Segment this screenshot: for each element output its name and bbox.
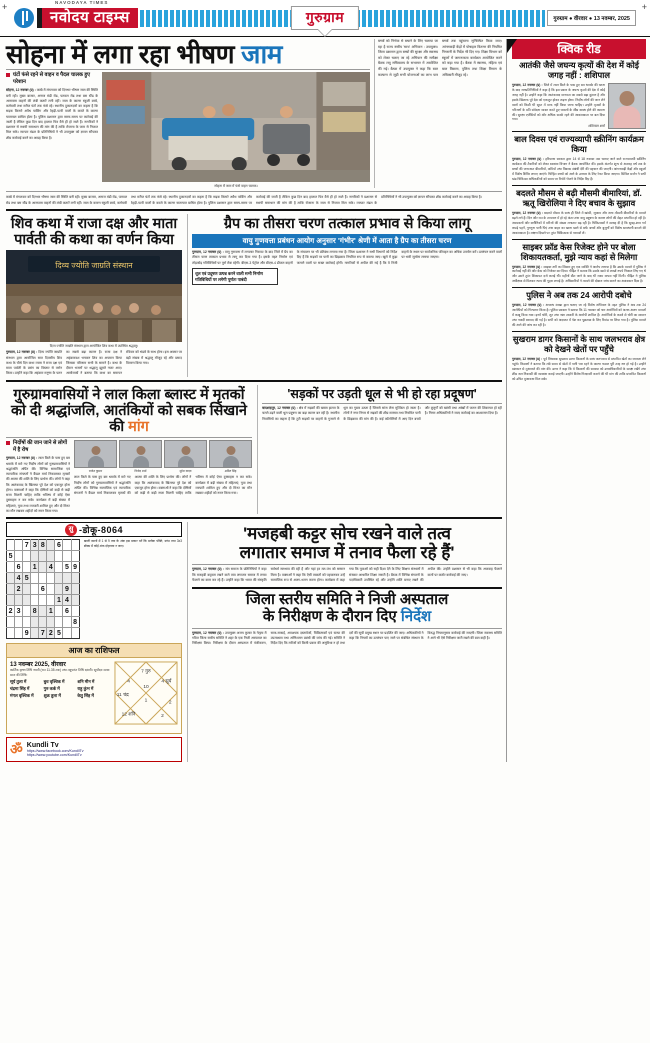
bullet-square-icon xyxy=(6,441,10,445)
quick-read-portrait-caption: शशिपाल शर्मा xyxy=(588,124,605,129)
city-flag xyxy=(291,6,359,30)
shiv-katha-dateline: गुरुग्राम, 12 नवम्बर (प्र) : xyxy=(6,350,38,355)
lead-kicker-text: घंटों फंसे रहने से वाहन व पैदल चालक हुए परेशान xyxy=(13,72,91,85)
majhabi-dateline: गुरुग्राम, 12 नवम्बर (प्र) : xyxy=(192,567,225,572)
sudoku-cell[interactable] xyxy=(23,562,31,573)
majhabi-story xyxy=(192,522,502,762)
quick-read-item-text: अपराध शाखा द्वारा चलाए जा रहे विशेष अभियान के तहत पुलिस ने अब तक 24 आरोपियों को गिरफ्तार किया है। पुलिस प्रवक्ता ने बताया कि 11 नवम्बर को चार आरोपियों को अलग-अलग मामलों में काबू किया गया। इनमें चोरी, लूट तथा नशा तस्करी के आरोपी शामिल हैं। आरोपियों के कब्जे से चोरी का सामान तथा नकदी बरामद की गई है। सभी को अदालत में पेश कर पूछताछ के लिए रिमांड पर लिया गया है। पुलिस मामले की आगे की जांच कर रही है। xyxy=(512,303,646,327)
horoscope-sign: बुध वृश्चिक में xyxy=(43,679,65,685)
svg-text:दिव्य ज्योति जाग्रति संस्थान: दिव्य ज्योति जाग्रति संस्थान xyxy=(55,261,133,271)
sudoku-cell[interactable] xyxy=(7,540,15,551)
sudoku-cell[interactable]: 1 xyxy=(55,595,63,606)
sudoku-row xyxy=(7,617,80,628)
quick-read-item[interactable] xyxy=(512,243,646,285)
sudoku-row xyxy=(7,606,80,617)
grap-story xyxy=(192,214,502,377)
sudoku-cell[interactable]: 8 xyxy=(39,540,47,551)
sudoku-cell[interactable]: 2 xyxy=(7,606,15,617)
majhabi-body xyxy=(192,567,502,583)
sudoku-grid[interactable] xyxy=(6,539,80,639)
lead-headline-main: सोहना में लगा रहा भीषण xyxy=(6,39,242,69)
dust-body-text: क्षेत्र में सड़कों की खस्ता हालत के चलते उड़ने वाली धूल प्रदूषण का बड़ा कारण बन रही है। स्थानीय निवासियों का कहना है कि टूटी सड़कों पर वाहनों के गुजरने से धूल का गुबार उठता है जिससे सांस लेना मुश्किल हो जाता है। लोगों ने नगर निगम से सड़कों की शीघ्र मरम्मत तथा नियमित पानी के छिड़काव की मांग की है। कई कॉलोनियों में आए दिन बच्चों और बुजुर्गों को खांसी तथा आंखों में जलन की शिकायत हो रही है। निगम अधिकारियों ने जल्द कार्रवाई का आश्वासन दिया है। xyxy=(262,406,502,421)
sudoku-cell[interactable] xyxy=(55,551,63,562)
masthead-rule xyxy=(0,36,650,37)
dust-body xyxy=(262,406,502,422)
svg-text:12 शनि: 12 शनि xyxy=(121,712,136,718)
sudoku-cell[interactable] xyxy=(31,595,39,606)
horoscope-sign: चंद्रमा सिंह में xyxy=(10,686,30,692)
lead-headline-accent: जाम xyxy=(241,39,283,69)
sudoku-cell[interactable]: 8 xyxy=(71,617,79,628)
majhabi-rule xyxy=(192,564,502,565)
horoscope-header: आज का राशिफल xyxy=(6,643,182,658)
quick-read-item-text: पूर्व विधायक सुखराम डागर किसानों के साथ जलभराव से प्रभावित खेतों का जायजा लेने पहुंचे। किसानों ने बताया कि लंबे समय से खेतों में पानी भरा रहने के कारण फसल पूरी तरह नष्ट हो गई है। उन्होंने प्रशासन से मुआवजे की मांग की। डागर ने कहा कि वे किसानों की समस्या को उच्चाधिकारियों के समक्ष रखेंगे तथा शीघ्र जल निकासी की व्यवस्था कराई जाएगी। उन्होंने विशेष गिरदावरी कराने की भी मांग की ताकि प्रभावित किसानों को उचित मुआवजा मिल सके। xyxy=(512,356,646,381)
sudoku-cell[interactable]: 3 xyxy=(31,540,39,551)
shiv-katha-body xyxy=(6,350,182,376)
sudoku-cell[interactable]: 6 xyxy=(15,562,23,573)
svg-text:4: 4 xyxy=(127,679,130,685)
grap-inset-box xyxy=(192,268,278,285)
sudoku-cell[interactable] xyxy=(63,551,71,562)
grap-body-text: वायु गुणवत्ता में लगातार गिरावट के बाद जिले में ग्रैप का तीसरा चरण तत्काल प्रभाव से लागू कर दिया गया है। इसके तहत निर्माण एवं तोड़फोड़ गतिविधियों पर पूर्ण रोक रहेगी। बीएस-3 पेट्रोल और बीएस-4 डीजल वाहनों के संचालन पर भी प्रतिबंध लगाया गया है। जिला प्रशासन ने सभी विभागों को निर्देश दिए हैं कि सड़कों पर पानी का छिड़काव नियमित रूप से कराया जाए। खुले में कूड़ा जलाने वालों पर सख्त कार्रवाई होगी। नागरिकों से अपील की गई है कि वे निजी वाहनों के स्थान पर सार्वजनिक परिवहन का अधिक उपयोग करें। उल्लंघन करने वालों पर भारी जुर्माना लगाया जाएगा। xyxy=(192,250,502,265)
svg-text:10: 10 xyxy=(143,685,149,691)
hospital-headline-line2-main: के निरीक्षण के दौरान दिए xyxy=(262,607,401,625)
quick-read-separator xyxy=(512,239,646,240)
sudoku-cell[interactable] xyxy=(7,562,15,573)
quick-read-item-body xyxy=(512,303,646,328)
sudoku-cell[interactable] xyxy=(47,617,55,628)
quick-read-header: क्विक रीड xyxy=(512,39,646,59)
promo-facebook-link[interactable]: https://www.facebook.com/KundliTv xyxy=(26,749,84,754)
quick-read-item[interactable] xyxy=(512,61,646,128)
sudoku-row xyxy=(7,628,80,639)
sudoku-cell[interactable] xyxy=(47,551,55,562)
lead-body-continued: कस्बे में मंगलवार को दिनभर भीषण जाम की स्थिति बनी रही। मुख्य बाजार, अनाज मंडी रोड, पलवल रोड तथा बस स्टैंड के आसपास वाहनों की लंबी कतारें लगी रहीं। जाम के कारण स्कूली बच्चे, कर्मचारी तथा मरीज घंटों तक फंसे रहे। स्थानीय दुकानदारों का कहना है कि सड़क किनारे अवैध पार्किंग और रेहड़ी-पटरी वालों के कब्जे के कारण यातायात बाधित होता है। पुलिस प्रशासन द्वारा समय-समय पर कार्रवाई की जाती है लेकिन कुछ दिन बाद हालात फिर वैसे ही हो जाते हैं। नागरिकों ने प्रशासन से स्थायी समाधान की मांग की है ताकि रोजाना के जाम से निजात मिल सके। व्यापार मंडल के प्रतिनिधियों ने भी उपायुक्त को ज्ञापन सौंपकर शीघ्र कार्रवाई करने का आग्रह किया है। xyxy=(6,195,482,205)
section-divider-2 xyxy=(6,209,502,211)
svg-text:7 गुरु: 7 गुरु xyxy=(141,669,151,675)
sudoku-cell[interactable] xyxy=(31,573,39,584)
quick-read-item-headline: पुलिस ने अब तक 24 आरोपी दबोचे xyxy=(526,290,632,301)
lead-kicker xyxy=(6,72,98,85)
lead-rule xyxy=(6,69,370,70)
sudoku-cell[interactable] xyxy=(7,584,15,595)
sudoku-cell[interactable]: 5 xyxy=(63,562,71,573)
tribute-headline-accent: मांग xyxy=(128,419,149,436)
svg-text:4 सूर्य: 4 सूर्य xyxy=(161,679,172,685)
lead-dateline: सोहना, 12 नवम्बर (प्र) : xyxy=(6,88,36,93)
horoscope-sign: सूर्य तुला में xyxy=(10,679,27,685)
sudoku-cell[interactable]: 4 xyxy=(63,595,71,606)
horoscope-sign: शुक्र तुला में xyxy=(43,693,61,699)
face-portrait xyxy=(74,440,117,468)
face-caption: राजेश कुमार xyxy=(88,469,103,474)
sudoku-cell[interactable]: 8 xyxy=(31,606,39,617)
sudoku-cell[interactable] xyxy=(47,584,55,595)
hospital-dateline: गुरुग्राम, 12 नवम्बर (प्र) : xyxy=(192,630,224,635)
row-puzzle-majhabi xyxy=(6,522,502,762)
masthead xyxy=(0,0,650,34)
horoscope-sign: केतु सिंह में xyxy=(77,693,94,699)
quick-read-item-headline: बाल दिवस एवं राज्यव्यापी स्क्रीनिंग कार्यक्रम किया xyxy=(514,134,644,155)
sudoku-cell[interactable]: 1 xyxy=(47,606,55,617)
tribute-headline xyxy=(6,387,252,436)
quick-read-item[interactable] xyxy=(512,135,646,182)
sudoku-cell[interactable]: 6 xyxy=(55,540,63,551)
quick-read-separator xyxy=(512,287,646,288)
navodaya-circle-logo-icon xyxy=(14,8,34,28)
sudoku-row xyxy=(7,573,80,584)
sudoku-cell[interactable] xyxy=(23,606,31,617)
hospital-body xyxy=(192,631,502,647)
grap-body xyxy=(192,250,502,266)
quick-read-item-dateline: गुरुग्राम, 12 नवम्बर (प्र) : xyxy=(512,303,546,308)
shiv-katha-body-text: दिव्य ज्योति जाग्रति संस्थान द्वारा आयोजित सात दिवसीय शिव कथा के चौथे दिन कथा व्यास ने राजा दक्ष एवं माता पार्वती के प्रसंग का विस्तार से वर्णन किया। उन्होंने कहा कि अहंकार मनुष्य के पतन का सबसे बड़ा कारण है। राजा दक्ष ने अहंकारवश भगवान शिव का अपमान किया जिसका परिणाम सभी के सामने है। कथा के दौरान भजनों पर श्रद्धालु झूमते नजर आए। आयोजकों ने बताया कि कथा का समापन रविवार को भंडारे के साथ होगा। इस अवसर पर बड़ी संख्या में श्रद्धालु मौजूद रहे और प्रसाद वितरण किया गया। xyxy=(6,350,182,376)
sudoku-cell[interactable] xyxy=(7,573,15,584)
sudoku-cell[interactable] xyxy=(63,617,71,628)
sudoku-cell[interactable] xyxy=(39,573,47,584)
center-top-body: बच्चों को निर्भया से बचाने के लिए चलाया जा रहा है राज्य स्तरीय 'साथ' अभियान : उपायुक्त। जिला प्रशासन द्वारा बच्चों की सुरक्षा और स्वास्थ्य को लेकर चलाए जा रहे अभियान की समीक्षा बैठक लघु सचिवालय के सभागार में आयोजित की गई। बैठक में उपायुक्त ने कहा कि बाल कल्याण से जुड़ी सभी योजनाओं का लाभ पात्र बच्चों तक पहुंचाना सुनिश्चित किया जाए। आंगनवाड़ी केंद्रों में पोषाहार वितरण की नियमित निगरानी के निर्देश भी दिए गए। शिक्षा विभाग को स्कूलों में जागरूकता कार्यक्रम आयोजित करने को कहा गया है। बैठक में स्वास्थ्य, महिला एवं बाल विकास, पुलिस तथा शिक्षा विभाग के अधिकारी मौजूद रहे। xyxy=(378,39,502,77)
horoscope-sign: गुरु कर्क में xyxy=(43,686,60,692)
horoscope-sign: शनि मीन में xyxy=(77,679,95,685)
hospital-headline-line1: जिला स्तरीय समिति ने निजी अस्पताल xyxy=(245,591,449,609)
quick-read-column xyxy=(506,39,646,762)
quick-read-portrait xyxy=(608,83,646,129)
quick-read-item-body xyxy=(512,83,646,123)
sudoku-cell[interactable]: 9 xyxy=(23,628,31,639)
main-content-zone xyxy=(6,39,502,762)
quick-read-item-body xyxy=(512,157,646,182)
sudoku-cell[interactable] xyxy=(39,606,47,617)
sudoku-cell[interactable] xyxy=(71,584,79,595)
crop-mark-top-left: + xyxy=(2,2,8,12)
quick-read-item[interactable] xyxy=(512,335,646,382)
svg-text:2: 2 xyxy=(161,714,164,720)
quick-read-separator xyxy=(512,185,646,186)
dust-headline: 'सड़कों पर उड़ती धूल से भी हो रहा प्रदूषण' xyxy=(287,386,477,401)
sudoku-cell[interactable] xyxy=(39,595,47,606)
sudoku-cell[interactable]: 4 xyxy=(47,562,55,573)
section-divider-4 xyxy=(6,517,502,519)
city-flag-label: गुरुग्राम xyxy=(305,9,345,25)
svg-text:2: 2 xyxy=(168,700,172,706)
sudoku-cell[interactable]: 7 xyxy=(39,628,47,639)
sudoku-cell[interactable]: 9 xyxy=(71,562,79,573)
quick-read-item-dateline: गुरुग्राम, 12 नवम्बर (प्र) : xyxy=(512,157,546,162)
majhabi-headline xyxy=(192,524,502,562)
sudoku-cell[interactable]: 1 xyxy=(31,562,39,573)
tribute-headline-main: गुरुग्रामवासियों ने लाल किला ब्लास्ट में मृतकों को दी श्रद्धांजलि, आतंकियों को सबक सिखाने की xyxy=(11,386,247,436)
page-layout xyxy=(0,39,650,762)
sudoku-cell[interactable] xyxy=(71,540,79,551)
sudoku-cell[interactable] xyxy=(55,606,63,617)
quick-read-item-headline: आतंकी जैसे जघन्य कृत्यों की देश में कोई जगह नहीं : शशिपाल xyxy=(519,60,639,80)
lead-photo-art xyxy=(102,72,370,182)
edition-date-line: गुरुग्राम ● वीरवार ● 13 नवम्बर, 2025 xyxy=(547,10,636,26)
sudoku-cell[interactable] xyxy=(23,551,31,562)
section-divider-5 xyxy=(192,587,502,589)
crop-mark-top-right: + xyxy=(641,2,647,12)
quick-read-item-text: हरियाणा सरकार द्वारा 14 से 18 नवम्बर तक चलाए जाने वाले राज्यव्यापी स्क्रीनिंग कार्यक्रम की तैयारियों को लेकर स्वास्थ्य विभाग ने बैठक आयोजित की। इसके अंतर्गत शून्य से अठारह वर्ष तक के बच्चों की जन्मजात बीमारियों, कमियों तथा विकास संबंधी देरी की पहचान की जाएगी। आंगनवाड़ी केंद्रों और स्कूलों में विशेष शिविर लगाए जाएंगे। चिन्हित बच्चों को आगे के उपचार के लिए रेफर किया जाएगा। सिविल सर्जन ने सभी खंड चिकित्सा अधिकारियों को समय पर रिपोर्ट भेजने के निर्देश दिए हैं। xyxy=(512,157,647,182)
shiv-katha-headline: शिव कथा में राजा दक्ष और माता पार्वती की कथा का वर्णन किया xyxy=(10,215,178,249)
quick-read-separator xyxy=(512,331,646,332)
lead-photo xyxy=(102,72,370,182)
sudoku-cell[interactable] xyxy=(15,628,23,639)
row-shivkatha-grap xyxy=(6,214,502,377)
horoscope-signs xyxy=(10,679,110,699)
sudoku-cell[interactable] xyxy=(23,595,31,606)
sudoku-cell[interactable] xyxy=(63,573,71,584)
quick-read-item-body xyxy=(512,265,646,285)
face-caption: अमित सिंह xyxy=(224,469,237,474)
tribute-rule xyxy=(6,437,252,438)
majhabi-headline-line2: लगातार समाज में तनाव फैला रहे हैं' xyxy=(239,543,455,563)
sudoku-cell[interactable] xyxy=(63,628,71,639)
sudoku-cell[interactable]: 9 xyxy=(63,584,71,595)
horoscope-sign: मंगल वृश्चिक में xyxy=(10,693,34,699)
nameplate-wrap xyxy=(37,0,138,28)
sudoku-header xyxy=(6,522,182,537)
sudoku-cell[interactable] xyxy=(31,584,39,595)
sudoku-cell[interactable] xyxy=(55,573,63,584)
section-divider-3 xyxy=(6,380,502,382)
horoscope-date: 13 नवम्बर 2025, वीरवार xyxy=(10,662,66,669)
sudoku-cell[interactable] xyxy=(31,628,39,639)
sudoku-cell[interactable]: 7 xyxy=(23,540,31,551)
kundli-promo[interactable] xyxy=(6,737,182,762)
grap-headline: ग्रैप का तीसरा चरण तत्काल प्रभाव से किया लागू xyxy=(223,215,471,232)
svg-text:1: 1 xyxy=(144,698,148,704)
quick-read-item-dateline: गुरुग्राम, 12 नवम्बर (प्र) : xyxy=(512,210,544,215)
quick-read-item-headline: बदलते मौसम से बढ़ी मौसमी बीमारियां, डॉ. ऋतू खिरोलिया ने दिए बचाव के सुझाव xyxy=(516,188,642,208)
hospital-headline xyxy=(192,592,502,626)
sudoku-cell[interactable] xyxy=(71,595,79,606)
tribute-body-text-a: लाल किले के पास हुए बम धमाके में मारे गए निर्दोष लोगों को गुरुग्रामवासियों ने श्रद्धांजलि अर्पित की। विभिन्न सामाजिक एवं व्यापारिक संगठनों ने कैंडल मार्च निकालकर मृतकों की आत्मा की शांति के लिए प्रार्थना की। लोगों ने कहा कि आतंकवाद के खिलाफ पूरे देश को एकजुट होना होगा। वक्ताओं ने कहा कि दोषियों को कड़ी से कड़ी सजा मिलनी चाहिए ताकि भविष्य में कोई ऐसा दुस्साहस न कर सके। कार्यक्रम में बड़ी संख्या में महिलाएं, युवा तथा व्यापारी शामिल हुए और दो मिनट का मौन रखकर शहीदों को नमन किया गया। xyxy=(6,456,70,513)
quick-read-item-headline: साइबर फ्रॉड केस रिजेक्ट होने पर बोला शिकायतकर्ता, मुझे न्याय कहां से मिलेगा xyxy=(520,241,638,262)
sudoku-cell[interactable]: 5 xyxy=(23,573,31,584)
sudoku-cell[interactable] xyxy=(71,606,79,617)
tribute-kicker xyxy=(6,440,70,453)
sudoku-cell[interactable] xyxy=(63,540,71,551)
sudoku-cell[interactable] xyxy=(71,573,79,584)
shiv-katha-photo xyxy=(6,250,182,342)
hospital-headline-accent: निर्देश xyxy=(400,607,432,625)
sudoku-cell[interactable] xyxy=(55,562,63,573)
grap-blue-band: वायु गुणवत्ता प्रबंधन आयोग अनुसार 'गंभीर' श्रेणी में आता है ग्रैप का तीसरा चरण xyxy=(192,234,502,248)
sudoku-note: खाली खानों में 1 से 9 तक के अंक इस प्रकार भरें कि प्रत्येक पंक्ति, स्तंभ तथा 3x3 बॉक्स में कोई अंक दोहराया न जाए। xyxy=(83,539,182,549)
promo-brand-name: Kundli Tv xyxy=(26,742,59,750)
tribute-body-left xyxy=(6,456,70,514)
sudoku-cell[interactable] xyxy=(23,617,31,628)
quick-read-item-dateline: गुरुग्राम, 12 नवम्बर (प्र) : xyxy=(512,82,544,87)
face-portrait xyxy=(119,440,162,468)
sudoku-cell[interactable] xyxy=(47,540,55,551)
tribute-faces-captions xyxy=(74,469,252,473)
sudoku-row xyxy=(7,562,80,573)
quick-read-item-text: साइबर ठगी का शिकार हुए एक व्यक्ति ने आरोप लगाया है कि उसके मामले में पुलिस ने कार्रवाई नहीं की और केस को रिजेक्ट कर दिया। पीड़ित ने बताया कि उसके खाते से लाखों रुपये निकाल लिए गए थे और उसने तुरंत शिकायत दर्ज कराई थी। महीनों बीत जाने के बाद भी रकम वापस नहीं मिली। पीड़ित ने पुलिस अधीक्षक से मिलकर न्याय की गुहार लगाई है। अधिकारियों ने मामले की दोबारा जांच कराने का आश्वासन दिया है। xyxy=(512,264,646,284)
majhabi-body-text: संत समाज के प्रतिनिधियों ने कहा कि मजहबी कट्टरता रखने वाले तत्व लगातार समाज में तनाव फैलाने का काम कर रहे हैं। उन्होंने कहा कि भारत की संस्कृति सर्वधर्म समभाव की रही है और यहां हर मत-पंथ को सम्मान मिला है। वक्ताओं ने कहा कि ऐसी ताकतों को पहचानकर उन्हें सामाजिक रूप से अलग-थलग करना होगा। कार्यक्रम में कहा गया कि युवाओं को सही दिशा देने के लिए शिक्षण संस्थानों में संस्कार आधारित शिक्षा जरूरी है। बैठक में विभिन्न संगठनों के पदाधिकारी उपस्थित रहे और उन्होंने शांति बनाए रखने की अपील की। उन्होंने प्रशासन से भी कहा कि अफवाह फैलाने वालों पर कठोर कार्रवाई की जाए। xyxy=(192,567,502,582)
face-portrait xyxy=(164,440,207,468)
paper-name-english: NAVODAYA TIMES xyxy=(55,0,109,5)
sudoku-row xyxy=(7,595,80,606)
quick-read-item-dateline: गुरुग्राम, 12 नवम्बर (प्र) : xyxy=(512,356,544,361)
sudoku-cell[interactable] xyxy=(15,595,23,606)
quick-read-item-body xyxy=(512,357,646,382)
sudoku-cell[interactable] xyxy=(7,628,15,639)
quick-read-item-headline: सुखराम डागर किसानों के साथ जलभराव क्षेत्र को देखने खेतों पर पहुँचे xyxy=(512,333,646,354)
horoscope-box xyxy=(6,658,182,734)
quick-read-item[interactable] xyxy=(512,189,646,236)
kundli-chart xyxy=(114,660,178,731)
tribute-kicker-text: निर्दोषों की जान जाने से लोगों में है रोष xyxy=(13,440,67,453)
quick-read-item[interactable] xyxy=(512,291,646,328)
sudoku-cell[interactable] xyxy=(31,551,39,562)
sudoku-badge-icon: सु xyxy=(65,524,77,536)
sudoku-cell[interactable] xyxy=(15,617,23,628)
shiv-katha-story xyxy=(6,214,182,377)
sudoku-row xyxy=(7,584,80,595)
shiv-katha-photo-art xyxy=(6,250,182,342)
lead-body-text-a: कस्बे में मंगलवार को दिनभर भीषण जाम की स्थिति बनी रही। मुख्य बाजार, अनाज मंडी रोड, पलवल रोड तथा बस स्टैंड के आसपास वाहनों की लंबी कतारें लगी रहीं। जाम के कारण स्कूली बच्चे, कर्मचारी तथा मरीज घंटों तक फंसे रहे। स्थानीय दुकानदारों का कहना है कि सड़क किनारे अवैध पार्किंग और रेहड़ी-पटरी वालों के कब्जे के कारण यातायात बाधित होता है। पुलिस प्रशासन द्वारा समय-समय पर कार्रवाई की जाती है लेकिन कुछ दिन बाद हालात फिर वैसे ही हो जाते हैं। नागरिकों ने प्रशासन से स्थायी समाधान की मांग की है ताकि रोजाना के जाम से निजात मिल सके। व्यापार मंडल के प्रतिनिधियों ने भी उपायुक्त को ज्ञापन सौंपकर शीघ्र कार्रवाई करने का आग्रह किया है। xyxy=(6,88,98,140)
grap-inset-text: धूल एवं प्रदूषण उत्पन्न करने वाली सभी निर्माण गतिविधियों पर लगेगी पूर्णतः पाबंदी xyxy=(195,270,263,282)
face-portrait xyxy=(209,440,252,468)
sudoku-cell[interactable]: 6 xyxy=(39,584,47,595)
sudoku-cell[interactable] xyxy=(47,595,55,606)
sudoku-title: -डोकू-8064 xyxy=(78,525,124,536)
bullet-square-icon xyxy=(6,73,10,77)
sudoku-cell[interactable]: 4 xyxy=(15,573,23,584)
sudoku-cell[interactable] xyxy=(71,628,79,639)
sudoku-cell[interactable] xyxy=(39,562,47,573)
lead-continuation xyxy=(6,195,502,206)
majhabi-headline-line1: 'मजहबी कट्टर सोच रखने वाले तत्व xyxy=(243,524,451,544)
sudoku-row xyxy=(7,551,80,562)
lead-photo-caption: सोहना में जाम में फंसे वाहन चालक। xyxy=(214,184,258,189)
sudoku-cell[interactable]: 3 xyxy=(15,606,23,617)
row-tribute-dust xyxy=(6,385,502,515)
sudoku-cell[interactable] xyxy=(15,551,23,562)
section-divider-1 xyxy=(6,191,502,192)
sudoku-cell[interactable]: 2 xyxy=(15,584,23,595)
grap-dateline: गुरुग्राम, 12 नवम्बर (प्र) : xyxy=(192,250,224,255)
horoscope-sign: राहु कुंभ में xyxy=(77,686,94,692)
sudoku-cell[interactable] xyxy=(15,540,23,551)
lead-story xyxy=(6,39,502,188)
tribute-dateline: गुरुग्राम, 12 नवम्बर (प्र) : xyxy=(6,456,38,461)
sudoku-cell[interactable] xyxy=(47,573,55,584)
sudoku-cell[interactable]: 6 xyxy=(63,606,71,617)
dust-rule xyxy=(262,403,502,404)
horoscope-sub: कार्तिक कृष्ण तिथि नवमी (रात 11.35 तक) तथा तदुपरांत तिथि दशमी। सूर्योदय समय प्रातः की तिथि। xyxy=(10,668,110,677)
sudoku-cell[interactable]: 5 xyxy=(55,628,63,639)
sudoku-cell[interactable] xyxy=(7,595,15,606)
sudoku-row xyxy=(7,540,80,551)
kundli-chart-art xyxy=(114,660,178,726)
face-caption: विनोद शर्मा xyxy=(134,469,147,474)
quick-read-item-body xyxy=(512,211,646,236)
hospital-body-text: उपायुक्त अजय कुमार के नेतृत्व में गठित जिला स्तरीय समिति ने शहर के एक निजी अस्पताल का निरीक्षण किया। निरीक्षण के दौरान अस्पताल में पंजीकरण, साफ-सफाई, आवश्यक दस्तावेजों, चिकित्सकों एवं स्टाफ की उपलब्धता तथा अग्निशमन प्रबंधों की जांच की गई। समिति ने निर्देश दिए कि मरीजों को किसी प्रकार की असुविधा न हो तथा दरों की सूची प्रमुख स्थान पर प्रदर्शित की जाए। अधिकारियों ने कहा कि नियमों का उल्लंघन पाए जाने पर संबंधित संस्थान के विरुद्ध नियमानुसार कार्रवाई की जाएगी। जिला स्वास्थ्य समिति ने आगे भी ऐसे निरीक्षण जारी रखने की बात कही है। xyxy=(192,630,502,646)
dust-story xyxy=(262,385,502,515)
svg-text:11 चंद्र: 11 चंद्र xyxy=(116,693,129,699)
sudoku-cell[interactable] xyxy=(31,617,39,628)
sudoku-cell[interactable] xyxy=(71,551,79,562)
tribute-faces-row xyxy=(74,440,252,468)
promo-youtube-link[interactable]: https://www.youtube.com/KundliTv xyxy=(26,753,82,758)
sudoku-cell[interactable] xyxy=(55,617,63,628)
lead-headline xyxy=(6,41,370,68)
quick-read-separator xyxy=(512,131,646,132)
lead-body-left xyxy=(6,88,98,141)
sudoku-cell[interactable] xyxy=(39,551,47,562)
sudoku-cell[interactable] xyxy=(7,617,15,628)
paper-name: नवोदय टाइम्स xyxy=(37,8,138,28)
puzzle-zone xyxy=(6,522,182,762)
quick-read-item-text: बदलते मौसम के साथ ही जिले में खांसी, जुकाम और अन्य मौसमी बीमारियों के मामले बढ़ने लगे हैं। दिन और रात के तापमान में हो रहे अंतर तथा वायु प्रदूषण के कारण लोगों की सेहत प्रभावित हो रही है। अस्पतालों और क्लीनिकों में मरीजों की संख्या लगातार बढ़ रही है। चिकित्सकों ने सलाह दी है कि सुबह-शाम गर्म कपड़े पहनें, गुनगुना पानी पिएं तथा बाहर का खाना खाने से बचें। बच्चों और बुजुर्गों को विशेष सावधानी बरतने की आवश्यकता है। लक्षण दिखने पर तुरंत चिकित्सक से परामर्श लें। xyxy=(512,210,646,235)
sudoku-cell[interactable]: 2 xyxy=(47,628,55,639)
sudoku-cell[interactable] xyxy=(55,584,63,595)
hospital-headline-line2 xyxy=(192,609,502,626)
dust-dateline: बादशाहपुर, 12 नवम्बर (प्र) : xyxy=(262,406,298,410)
quick-read-item-dateline: गुरुग्राम, 12 नवम्बर (प्र) : xyxy=(512,264,544,269)
face-caption: सुरेश यादव xyxy=(179,469,192,474)
quick-read-items xyxy=(512,61,646,381)
om-icon: ॐ xyxy=(10,741,23,758)
sudoku-cell[interactable]: 5 xyxy=(7,551,15,562)
tribute-body-right: लाल किले के पास हुए बम धमाके में मारे गए निर्दोष लोगों को गुरुग्रामवासियों ने श्रद्धांजलि अर्पित की। विभिन्न सामाजिक एवं व्यापारिक संगठनों ने कैंडल मार्च निकालकर मृतकों की आत्मा की शांति के लिए प्रार्थना की। लोगों ने कहा कि आतंकवाद के खिलाफ पूरे देश को एकजुट होना होगा। वक्ताओं ने कहा कि दोषियों को कड़ी से कड़ी सजा मिलनी चाहिए ताकि भविष्य में कोई ऐसा दुस्साहस न कर सके। कार्यक्रम में बड़ी संख्या में महिलाएं, युवा तथा व्यापारी शामिल हुए और दो मिनट का मौन रखकर शहीदों को नमन किया गया। xyxy=(74,475,252,496)
quick-read-item-text: जिले में लाल किले के पास हुए बम धमाके की घटना के बाद जनप्रतिनिधियों ने कहा है कि इस प्रकार के जघन्य कृत्यों की देश में कोई जगह नहीं है। उन्होंने कहा कि आतंकवाद मानवता का सबसे बड़ा दुश्मन है और इसके खिलाफ पूरे देश को एकजुट होकर लड़ना होगा। निर्दोष लोगों की जान लेने वालों को किसी भी सूरत में माफ नहीं किया जाना चाहिए। उन्होंने मृतकों के परिजनों के प्रति संवेदना व्यक्त करते हुए घायलों के शीघ्र स्वस्थ होने की कामना की। सुरक्षा एजेंसियों को और अधिक सतर्क रहने की आवश्यकता पर बल दिया गया। xyxy=(512,82,606,122)
sudoku-cell[interactable] xyxy=(39,617,47,628)
shiv-katha-photo-caption: दिव्य ज्योति जाग्रति संस्थान द्वारा आयोजित शिव कथा में उपस्थित श्रद्धालु। xyxy=(49,344,139,349)
tribute-story xyxy=(6,385,252,515)
sudoku-cell[interactable] xyxy=(23,584,31,595)
hospital-rule xyxy=(192,628,502,629)
